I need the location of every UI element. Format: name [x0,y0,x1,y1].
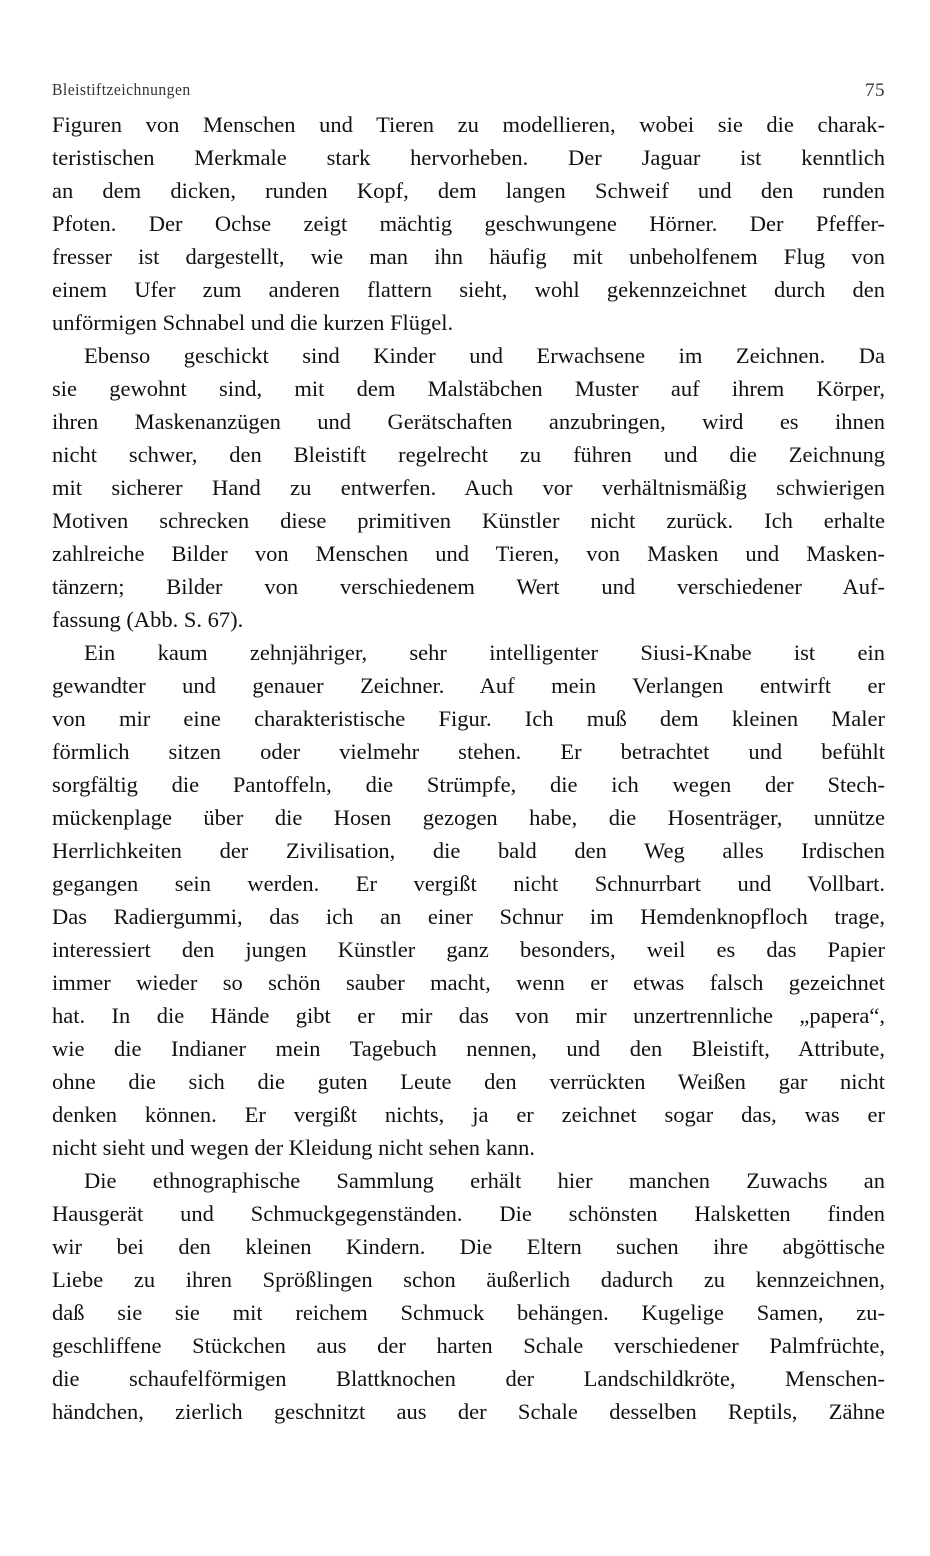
paragraph [52,108,885,339]
text-line: ohne die sich die guten Leute den verrückten Weißen gar nicht [52,1069,885,1094]
text-line: Motiven schrecken diese primitiven Künstler nicht zurück. Ich erhalte [52,508,885,533]
text-line: Hausgerät und Schmuckgegenständen. Die schönsten Halsketten finden [52,1201,885,1226]
text-line: denken können. Er vergißt nichts, ja er zeichnet sogar das, was er [52,1102,885,1127]
text-line: immer wieder so schön sauber macht, wenn er etwas falsch gezeichnet [52,970,885,995]
text-line: daß sie sie mit reichem Schmuck behängen. Kugelige Samen, zu- [52,1300,885,1325]
text-line: gegangen sein werden. Er vergißt nicht Schnurrbart und Vollbart. [52,871,885,896]
text-line: hat. In die Hände gibt er mir das von mir unzertrennliche „papera“, [52,1003,885,1028]
text-line: sie gewohnt sind, mit dem Malstäbchen Muster auf ihrem Körper, [52,376,885,401]
text-line: mückenplage über die Hosen gezogen habe, die Hosenträger, unnütze [52,805,885,830]
text-line: sorgfältig die Pantoffeln, die Strümpfe, die ich wegen der Stech- [52,772,885,797]
text-line: wir bei den kleinen Kindern. Die Eltern suchen ihre abgöttische [52,1234,885,1259]
text-line: Das Radiergummi, das ich an einer Schnur im Hemdenknopfloch trage, [52,904,885,929]
text-line: Ebenso geschickt sind Kinder und Erwachsene im Zeichnen. Da [84,343,885,368]
text-line: nicht sieht und wegen der Kleidung nicht sehen kann. [52,1135,536,1160]
text-line: Herrlichkeiten der Zivilisation, die bald den Weg alles Irdischen [52,838,885,863]
text-line: interessiert den jungen Künstler ganz besonders, weil es das Papier [52,937,885,962]
text-line: tänzern; Bilder von verschiedenem Wert und verschiedener Auf- [52,574,885,599]
paragraph [52,339,885,636]
text-line: mit sicherer Hand zu entwerfen. Auch vor verhältnismäßig schwierigen [52,475,885,500]
text-line: Pfoten. Der Ochse zeigt mächtig geschwungene Hörner. Der Pfeffer- [52,211,885,236]
text-line: Ein kaum zehnjähriger, sehr intelligenter Siusi-Knabe ist ein [84,640,885,665]
page-number: 75 [865,80,885,101]
text-line: an dem dicken, runden Kopf, dem langen Schweif und den runden [52,178,885,203]
text-line: fresser ist dargestellt, wie man ihn häufig mit unbeholfenem Flug von [52,244,885,269]
running-header [52,80,885,106]
text-line: einem Ufer zum anderen flattern sieht, wohl gekennzeichnet durch den [52,277,885,302]
page-body [52,108,885,1428]
text-line: gewandter und genauer Zeichner. Auf mein Verlangen entwirft er [52,673,885,698]
paragraph [52,1164,885,1428]
text-line: förmlich sitzen oder vielmehr stehen. Er betrachtet und befühlt [52,739,885,764]
text-line: wie die Indianer mein Tagebuch nennen, und den Bleistift, Attribute, [52,1036,885,1061]
text-line: von mir eine charakteristische Figur. Ich muß dem kleinen Maler [52,706,885,731]
text-line: Liebe zu ihren Sprößlingen schon äußerlich dadurch zu kennzeichnen, [52,1267,885,1292]
text-line: fassung (Abb. S. 67). [52,607,244,632]
text-line: nicht schwer, den Bleistift regelrecht zu führen und die Zeichnung [52,442,885,467]
running-title: Bleistiftzeichnungen [52,80,191,99]
text-line: Figuren von Menschen und Tieren zu modellieren, wobei sie die charak- [52,112,885,137]
paragraph [52,636,885,1164]
text-line: zahlreiche Bilder von Menschen und Tieren, von Masken und Masken- [52,541,885,566]
text-line: teristischen Merkmale stark hervorheben. Der Jaguar ist kenntlich [52,145,885,170]
text-line: unförmigen Schnabel und die kurzen Flügel. [52,310,454,335]
text-line: ihren Maskenanzügen und Gerätschaften anzubringen, wird es ihnen [52,409,885,434]
text-line: geschliffene Stückchen aus der harten Schale verschiedener Palmfrüchte, [52,1333,885,1358]
text-line: händchen, zierlich geschnitzt aus der Schale desselben Reptils, Zähne [52,1399,885,1424]
text-line: Die ethnographische Sammlung erhält hier manchen Zuwachs an [84,1168,885,1193]
text-line: die schaufelförmigen Blattknochen der Landschildkröte, Menschen- [52,1366,885,1391]
